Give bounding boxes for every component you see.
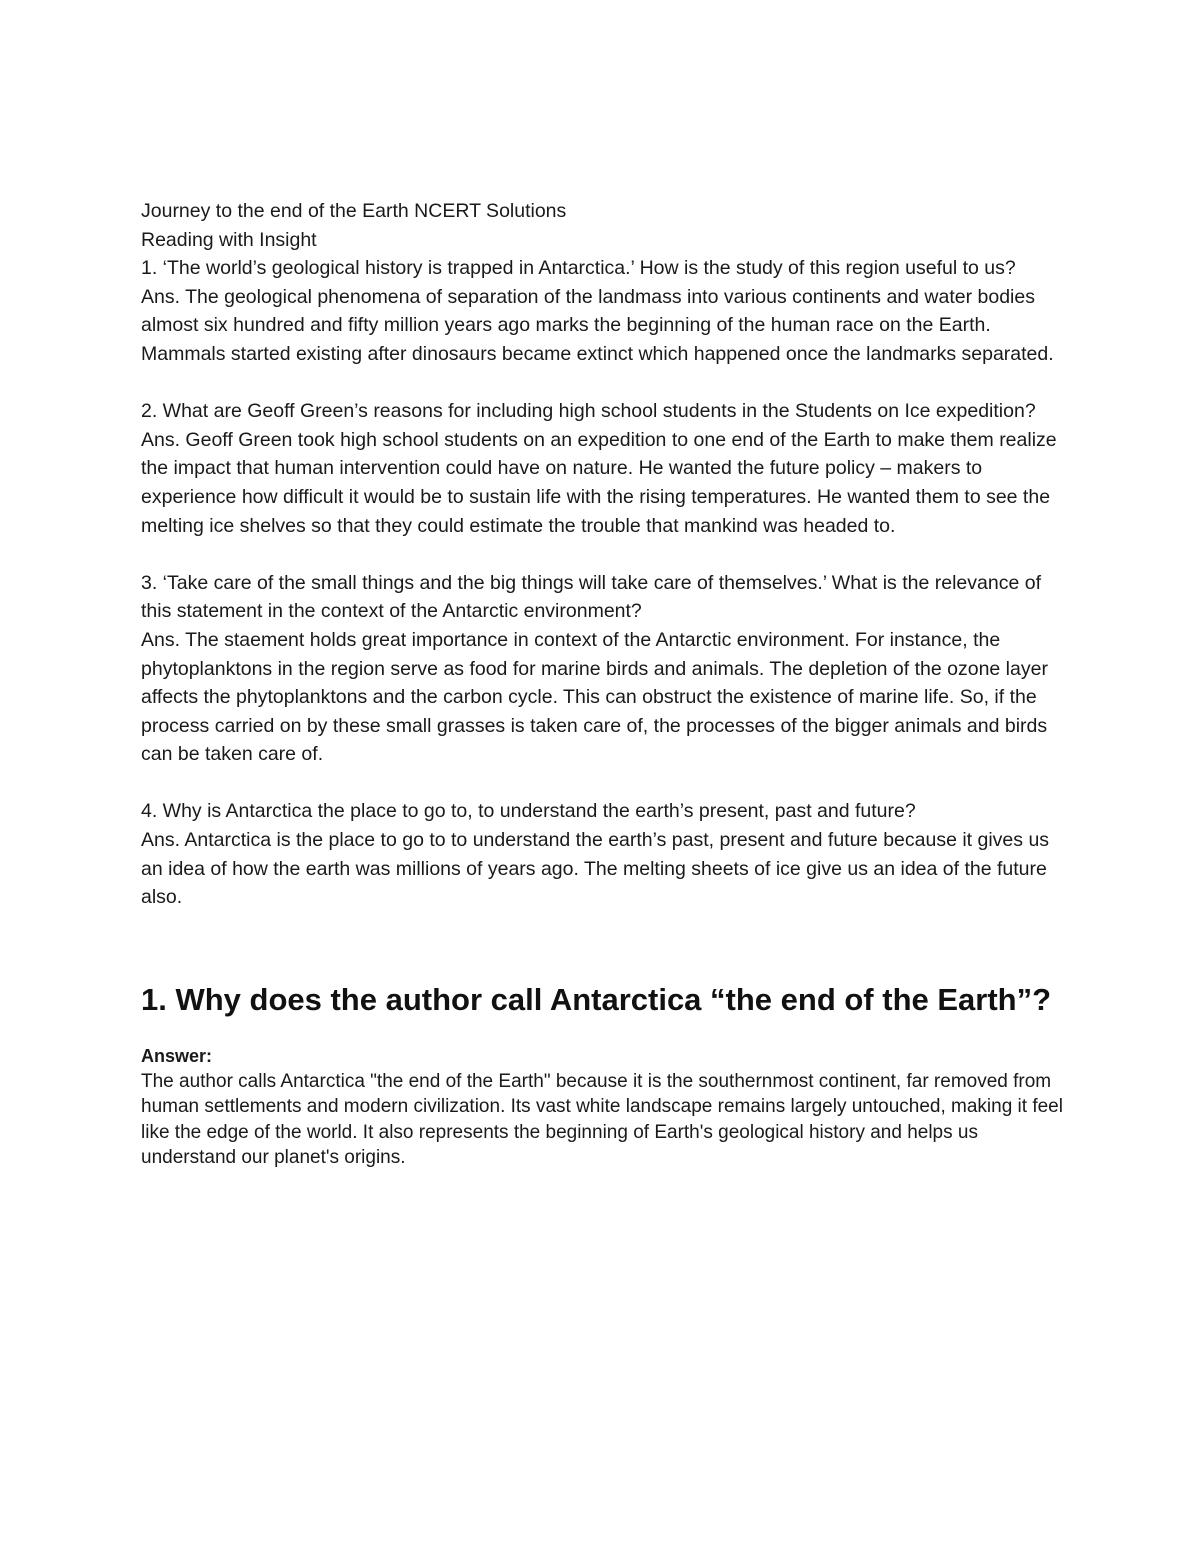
spacer	[141, 540, 1071, 569]
spacer	[141, 1019, 1071, 1043]
spacer	[141, 369, 1071, 398]
document-page	[141, 197, 1071, 1171]
extra-question-heading: 1. Why does the author call Antarctica “the end of the Earth”?	[141, 981, 1052, 1017]
extra-answer-text: The author calls Antarctica "the end of the Earth" because it is the southernmost continent, far removed from human settlements and modern civilization. Its vast white landscape remains largely untouched, making it feel like the edge of the world. It also represents the beginning of Earth's geological history and helps us understand our planet's origins.	[141, 1070, 1063, 1169]
question-2: 2. What are Geoff Green’s reasons for including high school students in the Students on Ice expedition?	[141, 400, 1036, 423]
question-3: 3. ‘Take care of the small things and the big things will take care of themselves.’ What is the relevance of this statement in the context of the Antarctic environment?	[141, 571, 1047, 623]
answer-2: Ans. Geoff Green took high school students on an expedition to one end of the Earth to make them realize the impact that human intervention could have on nature. He wanted the future policy – makers to experience how difficult it would be to sustain life with the rising temperatures. He wanted them to see the melting ice shelves so that they could estimate the trouble that mankind was headed to.	[141, 428, 1063, 537]
answer-label: Answer:	[141, 1045, 213, 1066]
question-4: 4. Why is Antarctica the place to go to, to understand the earth’s present, past and future?	[141, 800, 916, 823]
spacer	[141, 769, 1071, 798]
answer-3: Ans. The staement holds great importance in context of the Antarctic environment. For instance, the phytoplanktons in the region serve as food for marine birds and animals. The depletion of the ozone layer affects the phytoplanktons and the carbon cycle. This can obstruct the existence of marine life. So, if the process carried on by these small grasses is taken care of, the processes of the bigger animals and birds can be taken care of.	[141, 628, 1054, 766]
document-title: Journey to the end of the Earth NCERT Solutions	[141, 200, 567, 222]
spacer	[141, 912, 1071, 981]
section-subtitle: Reading with Insight	[141, 228, 317, 251]
answer-1: Ans. The geological phenomena of separation of the landmass into various continents and water bodies almost six hundred and fifty million years ago marks the beginning of the human race on the Earth. Mammals started existing after dinosaurs became extinct which happened once the landmarks separated.	[141, 285, 1054, 365]
question-1: 1. ‘The world’s geological history is trapped in Antarctica.’ How is the study of this region useful to us?	[141, 257, 1016, 280]
answer-4: Ans. Antarctica is the place to go to to understand the earth’s past, present and future because it gives us an idea of how the earth was millions of years ago. The melting sheets of ice give us an idea of the future also.	[141, 829, 1055, 909]
